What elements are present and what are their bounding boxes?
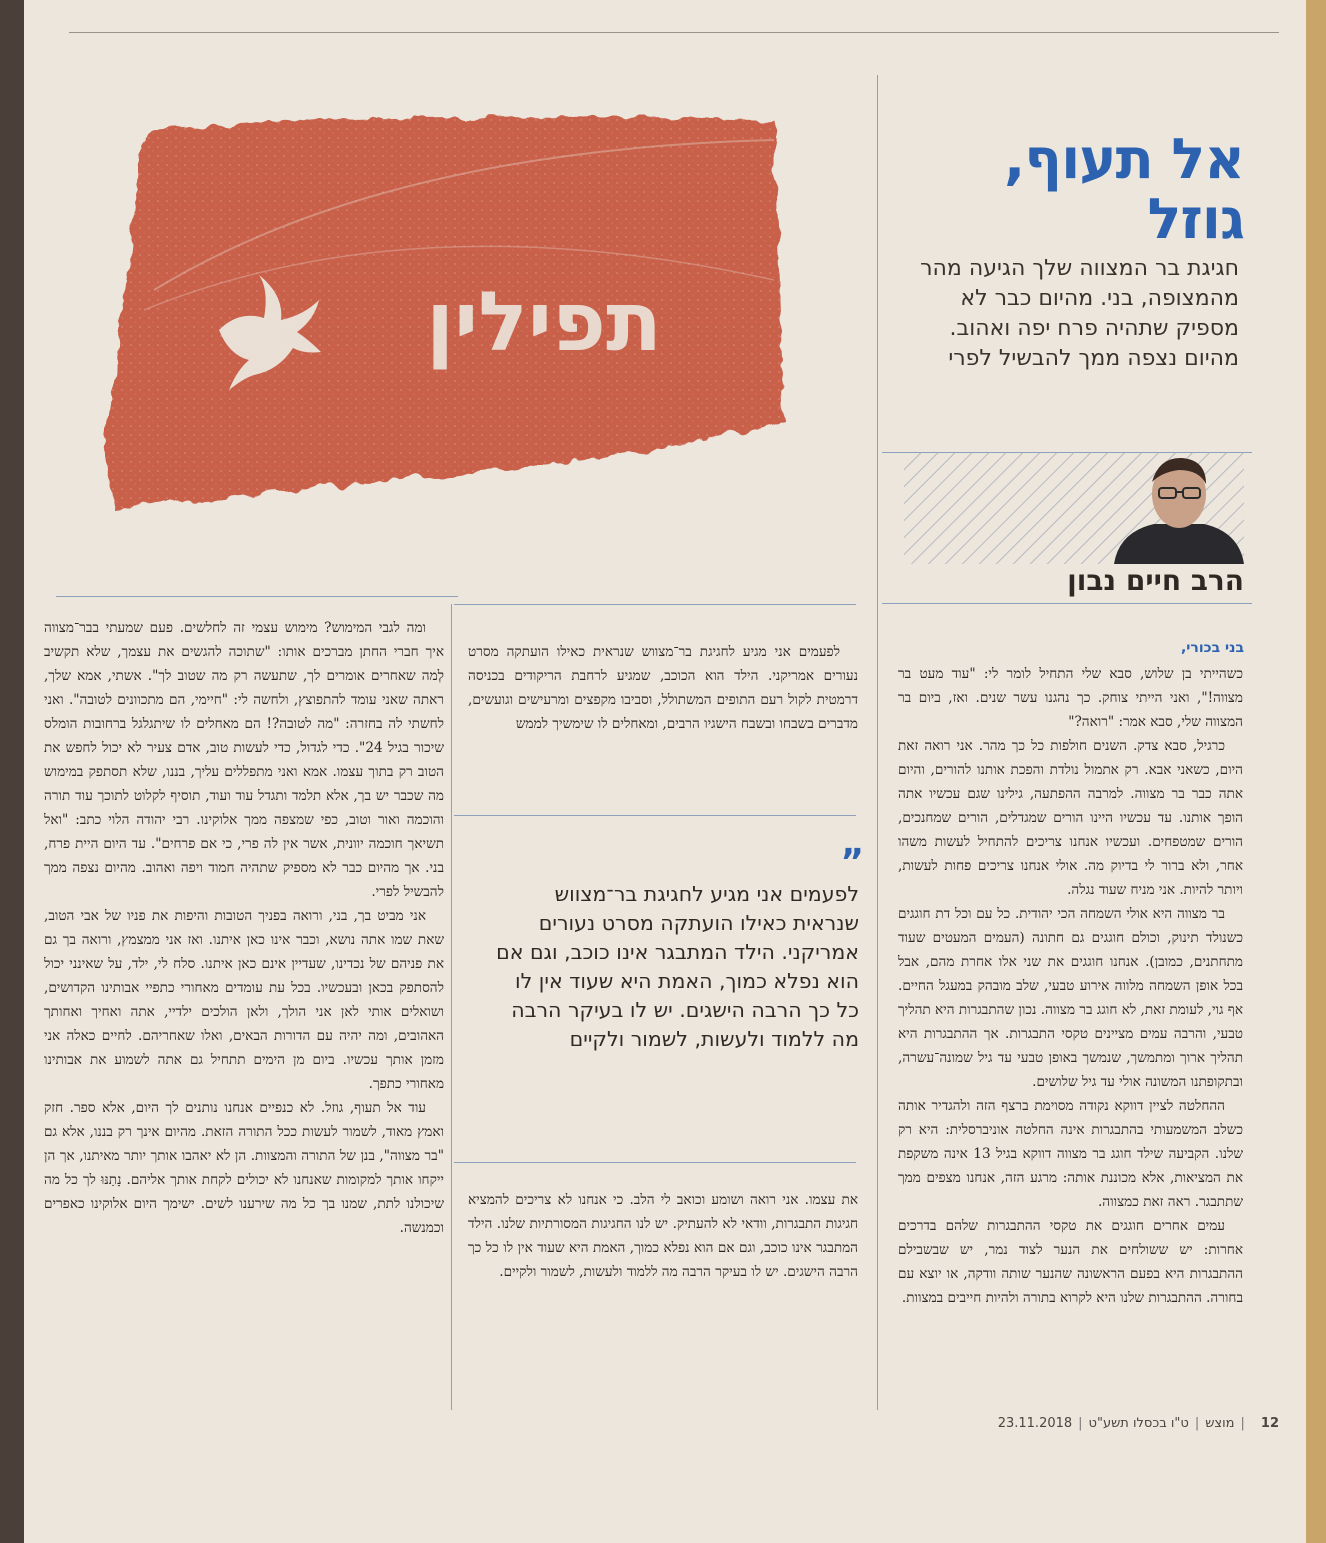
paragraph: עמים אחרים חוגגים את טקסי ההתבגרות שלהם בדרכים אחרות: יש ששולחים את הנער לצוד נמר, יש שבשבילם ההתבגרות היא בפעם הראשונה שהנער שותה וודקה, או יוצא עם בחורה. ההתבגרות שלנו היא לקרוא בתורה ולהיות חייבים במצוות. xyxy=(898,1218,1243,1306)
paragraph: לפעמים אני מגיע לחגיגת בר־מצווש שנראית כאילו הועתקה מסרט נעורים אמריקני. הילד הוא הכוכב, שמגיע לרחבת הריקודים בכניסה דרמטית לקול רעם התופים המשתולל, וסביבו מקפצים ומרעישים וגועשים, מדברים בשבחו ובשבח הישגיו הרבים, ומאחלים לו שימשיך לממש xyxy=(468,644,858,732)
paragraph: את עצמו. אני רואה ושומע וכואב לי הלב. כי אנחנו לא צריכים להמציא חגיגות התבגרות, וודאי לא להעתיק. יש לנו החגיגות המסורתיות שלנו. הילד המתבגר אינו כוכב, וגם אם הוא נפלא כמוך, האמת היא שעוד אין לו כל כך הרבה הישגים. יש לו בעיקר הרבה מה ללמוד ולעשות, לשמור ולקיים. xyxy=(468,1192,858,1280)
column-rule xyxy=(454,815,856,816)
paragraph: אני מביט בך, בני, ורואה בפניך הטובות והיפות את פניו של אבי הטוב, שאת שמו אתה נושא, וכבר אינו כאן איתנו. ואז אני ממצמץ, ורואה בך גם את פניהם של נכדינו, שעדיין אינם כאן איתנו. סלח לי, ילד, על שאינני יכול להסתפק בכאן ובעכשיו. בכל עת עומדים מאחורי כתפיי אבותינו הקדושים, ושואלים אותי לאן אני הולך, ולאן הולכים ילדיי, אתה ואחיך ואחותך האהובים, ומה יהיה עם הדורות הבאים, ואלו שאחריהם. לחיים כאלה אני מזמן אותך עכשיו. ביום מן הימים תתחיל גם אתה לשמוע את אבותינו מאחורי כתפך. xyxy=(44,908,444,1092)
quote-mark-icon: ” xyxy=(840,842,864,883)
headline-line: אל תעוף, xyxy=(1004,127,1244,192)
author-name: הרב חיים נבון xyxy=(1067,564,1244,597)
author-photo xyxy=(904,452,1244,564)
adjacent-page-edge xyxy=(1306,0,1326,1543)
paragraph: כרגיל, סבא צדק. השנים חולפות כל כך מהר. אני רואה זאת היום, כשאני אבא. רק אתמול נולדת והפכת אותנו להורים, והיום אתה כבר בר מצווה. למרבה ההפתעה, גילינו שגם עכשיו אתה הופך אותנו. עד עכשיו היינו הורים שמגדלים, הורים שמחנכים, הורים שמטפחים. ועכשיו אנחנו צריכים להתחיל לעשות משהו אחר, ולא ברור לי בדיוק מה. אולי אנחנו צריכים פחות לעשות, ויותר להיות. אני מניח שעוד נגלה. xyxy=(898,738,1243,898)
newspaper-page xyxy=(24,0,1306,1543)
column-rule xyxy=(882,603,1252,604)
section-name: מוצש xyxy=(1205,1416,1235,1431)
column-rule xyxy=(454,604,856,605)
page-footer: 12|מוצש|ט"ו בכסלו תשע"ט|23.11.2018 xyxy=(997,1416,1279,1431)
paragraph: ההחלטה לציין דווקא נקודה מסוימת ברצף הזה ולהגדיר אותה כשלב המשמעותי בהתבגרות אינה החלטה אוניברסלית: היא רק שלנו. הקביעה שילד חוגג בר מצווה דווקא בגיל 13 אינה משקפת את המציאות, אלא מכוננת אותה: מרגע הזה, אנחנו מצפים ממך שתתבגר. ראה זאת כמצווה. xyxy=(898,1098,1243,1210)
column-rule xyxy=(454,1162,856,1163)
column-right xyxy=(898,662,1243,1412)
column-middle-top xyxy=(468,640,858,808)
salutation: בני בכורי, xyxy=(1180,640,1244,656)
paragraph: כשהייתי בן שלוש, סבא שלי התחיל לומר לי: "עוד מעט בר מצווה!", ואני הייתי צוחק. כך נהגנו עשר שנים. ואז, ביום בר המצווה שלי, סבא אמר: "רואה?" xyxy=(898,666,1243,730)
hebrew-date: ט"ו בכסלו תשע"ט xyxy=(1088,1416,1189,1431)
column-rule xyxy=(877,75,878,1410)
headline-line: גוזל xyxy=(1147,187,1244,252)
subheadline: חגיגת בר המצווה שלך הגיעה מהר מהמצופה, בני. מהיום כבר לא מספיק שתהיה פרח יפה ואהוב. מהיום נצפה ממך להבשיל לפרי xyxy=(920,256,1239,371)
date: 23.11.2018 xyxy=(997,1416,1073,1431)
tefillin-bag-illustration xyxy=(84,90,804,550)
paragraph: עוד אל תעוף, גוזל. לא כנפיים אנחנו נותנים לך היום, אלא ספר. חזק ואמץ מאוד, לשמור לעשות ככל התורה הזאת. מהיום אינך רק בננו, אלא גם "בר מצווה", בנן של התורה והמצוות. הן לא יאהבו אותך יותר מאיתנו, אך הן ייקחו אותך למקומות שאנחנו לא יכולים לקחת אותך אליהם. נָתַנּוּ לך כל מה שיכולנו לתת, שמנו בך כל מה שירענו לשים. ישימך היום אלוקינו כאפרים וכמנשה. xyxy=(44,1100,444,1236)
column-rule xyxy=(451,604,452,1410)
column-rule xyxy=(56,596,458,597)
pull-quote: לפעמים אני מגיע לחגיגת בר־מצווש שנראית כאילו הועתקה מסרט נעורים אמריקני. הילד המתבגר אינו כוכב, וגם אם הוא נפלא כמוך, האמת היא שעוד אין לו כל כך הרבה הישגים. יש לו בעיקר הרבה מה ללמוד ולעשות, לשמור ולקיים xyxy=(496,882,859,1051)
page-number: 12 xyxy=(1260,1416,1279,1431)
top-rule xyxy=(69,32,1279,33)
paragraph: בר מצווה היא אולי השמחה הכי יהודית. כל עם וכל דת חוגגים כשנולד תינוק, וכולם חוגגים גם חתונה (העמים המעטים שעוד מתחתנים, כמובן). אנחנו חוגגים את שני אלו אחרת מהם, אבל בכל אופן השמחה מלווה אירוע טבעי, שלב מובהק במעגל החיים. אף גוי, לעומת זאת, לא חוגג בר מצווה. נכון שהתבגרות היא תהליך טבעי, והרבה עמים מציינים טקסי התבגרות. אך ההתבגרות היא תהליך ארוך ומתמשך, שנמשך באופן טבעי עד גיל שמונה־עשרה, ובתקופתנו המשונה אולי עד גיל שלושים. xyxy=(898,906,1243,1090)
bag-label: תפילין xyxy=(426,275,662,370)
column-middle-bottom xyxy=(468,1188,858,1388)
headline xyxy=(904,127,1244,252)
paragraph: ומה לגבי המימוש? מימוש עצמי זה לחלשים. פעם שמעתי בבר־מצווה איך חברי החתן מברכים אותו: "שתוכה להגשים את עצמך, שלא תקשיב לְמה שאחרים אומרים לך, שתעשה רק מה שטוב לך". אשתי, אמא שלך, ראתה שאני עומד להתפוצץ, ולחשה לי: "חיימי, הם מתכוונים לטובה". ואני לחשתי לה בחזרה: "מה לטובה?! הם מאחלים לו שיתגלגל ברחובות הומלס שיכור בגיל 24". כדי לגדול, כדי לעשות טוב, אדם צעיר לא יכול לחפש את הטוב רק בתוך עצמו. אמא ואני מתפללים עליך, בננו, שלא תסתפק במימוש מה שכבר יש בך, אלא תלמד ותגדל עוד ועוד, תוסיף לקלוט לתוכך עוד תורה והוכמה ואור וטוב, כפי שמצפה ממך אלוקינו. רבי יהודה הלוי כתב: "ואל תשיאך חוכמה יוונית, אשר אין לה פרי, כי אם פרחים". עד היום היית פרח, בני. אך מהיום כבר לא מספיק שתהיה חמוד ויפה ואהוב. מהיום נצפה ממך להבשיל לפרי. xyxy=(44,620,444,900)
column-left xyxy=(44,616,444,1406)
